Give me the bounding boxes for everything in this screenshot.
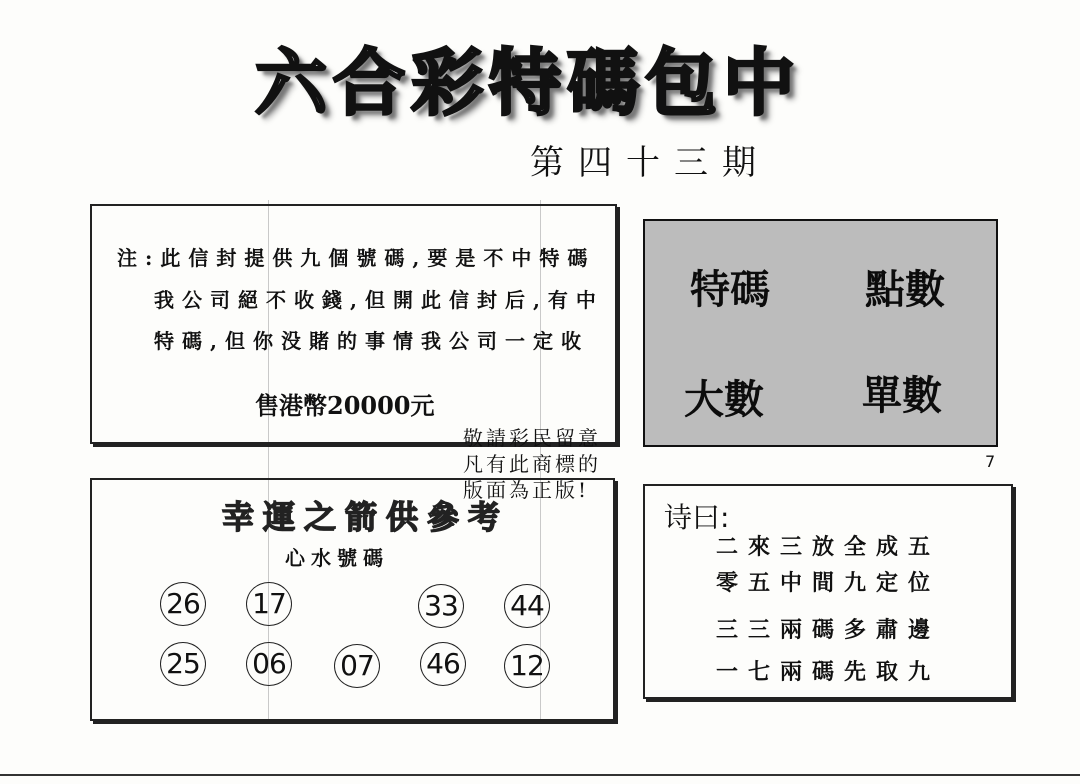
- page-number: 7: [985, 452, 996, 471]
- number-ball: 12: [504, 644, 550, 688]
- notice-line: 特碼,但你没賭的事情我公司一定收: [154, 329, 589, 353]
- notice-line: 注:此信封提供九個號碼,要是不中特碼: [117, 246, 596, 270]
- number-ball: 07: [334, 644, 380, 688]
- number-ball: 06: [246, 642, 292, 686]
- attention-line: 敬請彩民留意: [463, 426, 601, 450]
- price-text: 售港幣20000元: [255, 391, 435, 420]
- number-ball: 33: [418, 584, 464, 628]
- number-ball: 44: [504, 584, 550, 628]
- poem-line: 三三兩碼多肅邊: [716, 617, 941, 643]
- lucky-subtitle: 心水號碼: [285, 546, 389, 570]
- attention-line: 版面為正版!: [463, 478, 590, 502]
- grey-word-odd: 單數: [862, 373, 942, 419]
- grey-word-special: 特碼: [690, 267, 770, 313]
- poem-line: 零五中間九定位: [716, 570, 941, 596]
- poem-heading: 诗曰:: [664, 501, 730, 534]
- notice-line: 我公司絕不收錢,但開此信封后,有中: [154, 288, 604, 312]
- issue-number: 第四十三期: [530, 143, 770, 183]
- number-ball: 46: [420, 642, 466, 686]
- number-ball: 25: [160, 642, 206, 686]
- bottom-rule: [0, 774, 1080, 776]
- grey-word-points: 點數: [865, 267, 945, 313]
- poem-line: 一七兩碼先取九: [716, 659, 941, 685]
- lucky-title: 幸運之箭供參考: [222, 498, 510, 536]
- attention-line: 凡有此商標的: [463, 452, 601, 476]
- poem-line: 二來三放全成五: [716, 534, 941, 560]
- number-ball: 17: [246, 582, 292, 626]
- grey-word-big: 大數: [684, 377, 764, 423]
- page-title: 六合彩特碼包中: [255, 41, 802, 125]
- number-ball: 26: [160, 582, 206, 626]
